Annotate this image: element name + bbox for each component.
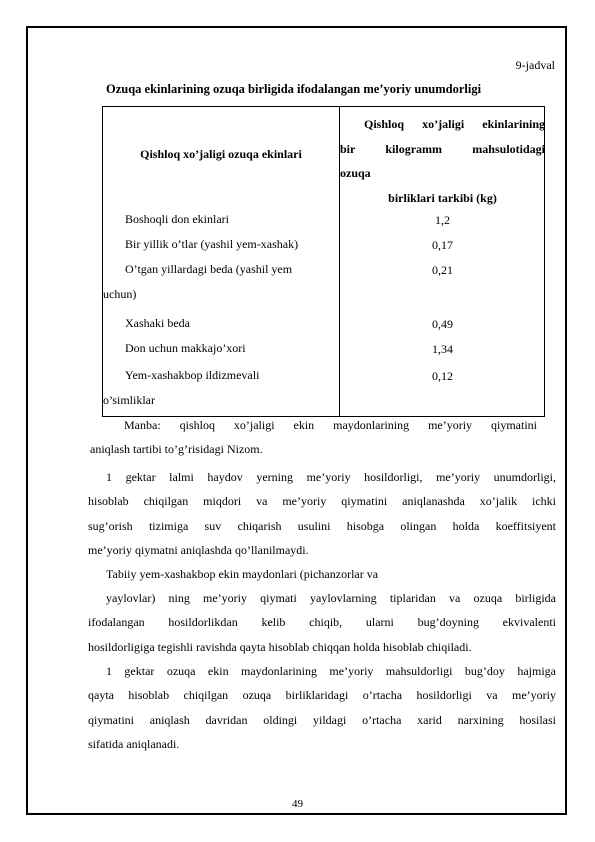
text-line: ifodalangan hosildorlikdan kelib chiqib, ularni bug’doyning ekvivalenti: [88, 615, 556, 630]
text-line: Manba: qishloq xo’jaligi ekin maydonlarining me’yoriy qiymatini: [124, 418, 537, 432]
text-line: hisoblab chiqilgan miqdori va me’yoriy qiymatini aniqlanashda xo’jalik ichki: [88, 494, 556, 509]
crop-name: Don uchun makkajo’xori: [125, 341, 246, 355]
crop-value: 1,34: [432, 342, 453, 356]
table-title: Ozuqa ekinlarining ozuqa birligida ifodalangan me’yoriy unumdorligi: [106, 82, 482, 96]
text-line: qiymatini aniqlash davridan oldingi yildagi o’rtacha xarid narxining hosilasi: [88, 712, 556, 727]
table-source-note: [90, 413, 537, 462]
table-label: 9-jadval: [515, 58, 555, 72]
paragraph-4: [88, 659, 556, 756]
crop-value: 0,49: [432, 317, 453, 331]
crop-name-continued: uchun): [103, 287, 137, 301]
crop-value: 0,17: [432, 238, 453, 252]
table-header-crops: Qishloq xo’jaligi ozuqa ekinlari: [140, 147, 302, 161]
paragraph-3: [88, 586, 556, 659]
text-line: hosildorligiga tegishli ravishda qayta hisoblab chiqqan holda hisoblab chiqiladi.: [88, 639, 472, 654]
paragraph-2: [88, 562, 556, 586]
text-line: sifatida aniqlanadi.: [88, 736, 180, 751]
header-line: ozuqa: [340, 166, 371, 180]
crop-value: 1,2: [435, 213, 450, 227]
text-line: 1 gektar ozuqa ekin maydonlarining me’yoriy mahsuldorligi bug’doy hajmiga: [106, 664, 556, 678]
crop-name: Xashaki beda: [125, 316, 190, 330]
text-line: Tabiiy yem-xashakbop ekin maydonlari (pichanzorlar va: [106, 567, 379, 581]
crop-name: Bir yillik o’tlar (yashil yem-xashak): [125, 237, 299, 251]
crop-value: 0,21: [432, 263, 453, 277]
header-line: bir kilogramm mahsulotidagi: [340, 141, 545, 156]
header-line: birliklari tarkibi (kg): [388, 190, 497, 205]
crop-name: Yem-xashakbop ildizmevali: [125, 368, 260, 382]
paragraph-1: [88, 465, 556, 562]
text-line: yaylovlar) ning me’yoriy qiymati yaylovlarning tiplaridan va ozuqa birligida: [106, 591, 556, 605]
text-line: qayta hisoblab chiqilgan ozuqa birliklaridagi o’rtacha hosildorligi va me’yoriy: [88, 688, 556, 703]
header-line: Qishloq xo’jaligi ekinlarining: [364, 117, 545, 131]
text-line: aniqlash tartibi to’g’risidagi Nizom.: [90, 442, 263, 457]
crop-name: Boshoqli don ekinlari: [125, 212, 229, 226]
table-header-units: [340, 112, 545, 210]
text-line: 1 gektar lalmi haydov yerning me’yoriy hosildorligi, me’yoriy unumdorligi,: [106, 470, 556, 484]
crop-name: O’tgan yillardagi beda (yashil yem: [125, 262, 293, 276]
page-number: 49: [292, 798, 303, 810]
crop-value: 0,12: [432, 369, 453, 383]
text-line: sug’orish tizimiga suv chiqarish usulini hisobga olingan holda koeffitsiyent: [88, 518, 556, 533]
text-line: me’yoriy qiymatni aniqlashda qo’llanilmaydi.: [88, 542, 309, 557]
crop-name-continued: o’simliklar: [103, 393, 155, 407]
data-table: [102, 106, 545, 417]
